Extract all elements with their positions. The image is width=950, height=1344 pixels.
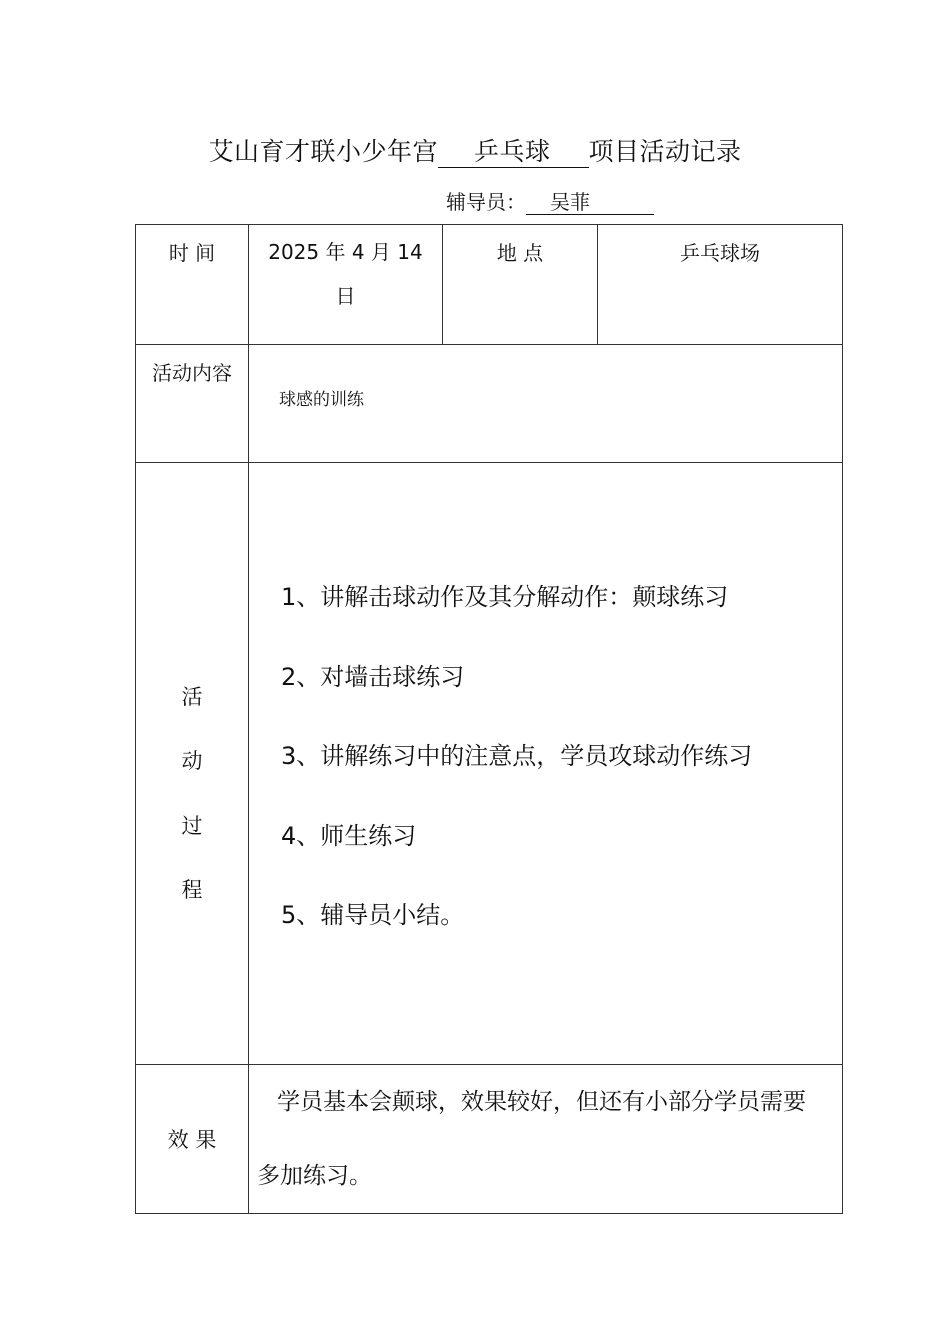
counselor-name: 吴菲: [526, 191, 654, 215]
process-row: [136, 463, 843, 1065]
effect-text: [249, 1065, 843, 1214]
place-label: 地 点: [443, 225, 598, 345]
process-label-char-4: 程: [181, 878, 203, 902]
step-item: 5、辅导员小结。: [281, 901, 465, 929]
step-item: 4、师生练习: [281, 821, 417, 850]
activity-record-table: [135, 224, 843, 1214]
process-label: [136, 463, 249, 1065]
place-value: 乒乓球场: [598, 225, 843, 345]
time-place-row: [136, 225, 843, 345]
step-item: 3、讲解练习中的注意点，学员攻球动作练习: [281, 742, 753, 770]
title-suffix: 项目活动记录: [588, 137, 742, 166]
content-value: 球感的训练: [249, 345, 843, 463]
counselor-label: 辅导员：: [446, 190, 526, 214]
page-title: [0, 132, 950, 168]
title-prefix: 艾山育才联小少年宫: [208, 137, 438, 166]
step-item: 2、对墙击球练习: [281, 662, 465, 691]
date-line-1: 2025 年 4 月 14: [268, 240, 423, 264]
project-name: 乒乓球: [438, 138, 589, 168]
date-line-2: 日: [335, 284, 356, 308]
effect-line-1: 学员基本会颠球，效果较好，但还有小部分学员需要: [277, 1089, 806, 1115]
content-row: [136, 345, 843, 463]
time-label: 时 间: [136, 225, 249, 345]
process-steps: [249, 463, 843, 1065]
counselor-line: [446, 186, 654, 215]
content-label: 活动内容: [136, 345, 249, 463]
effect-line-2: 多加练习。: [257, 1163, 372, 1189]
date-cell: [249, 225, 443, 345]
step-item: 1、讲解击球动作及其分解动作：颠球练习: [281, 583, 729, 611]
process-label-char-3: 过: [181, 813, 203, 838]
process-label-char-1: 活: [181, 684, 203, 709]
effect-row: [136, 1065, 843, 1214]
process-label-char-2: 动: [181, 749, 203, 773]
effect-label: 效 果: [136, 1065, 249, 1214]
